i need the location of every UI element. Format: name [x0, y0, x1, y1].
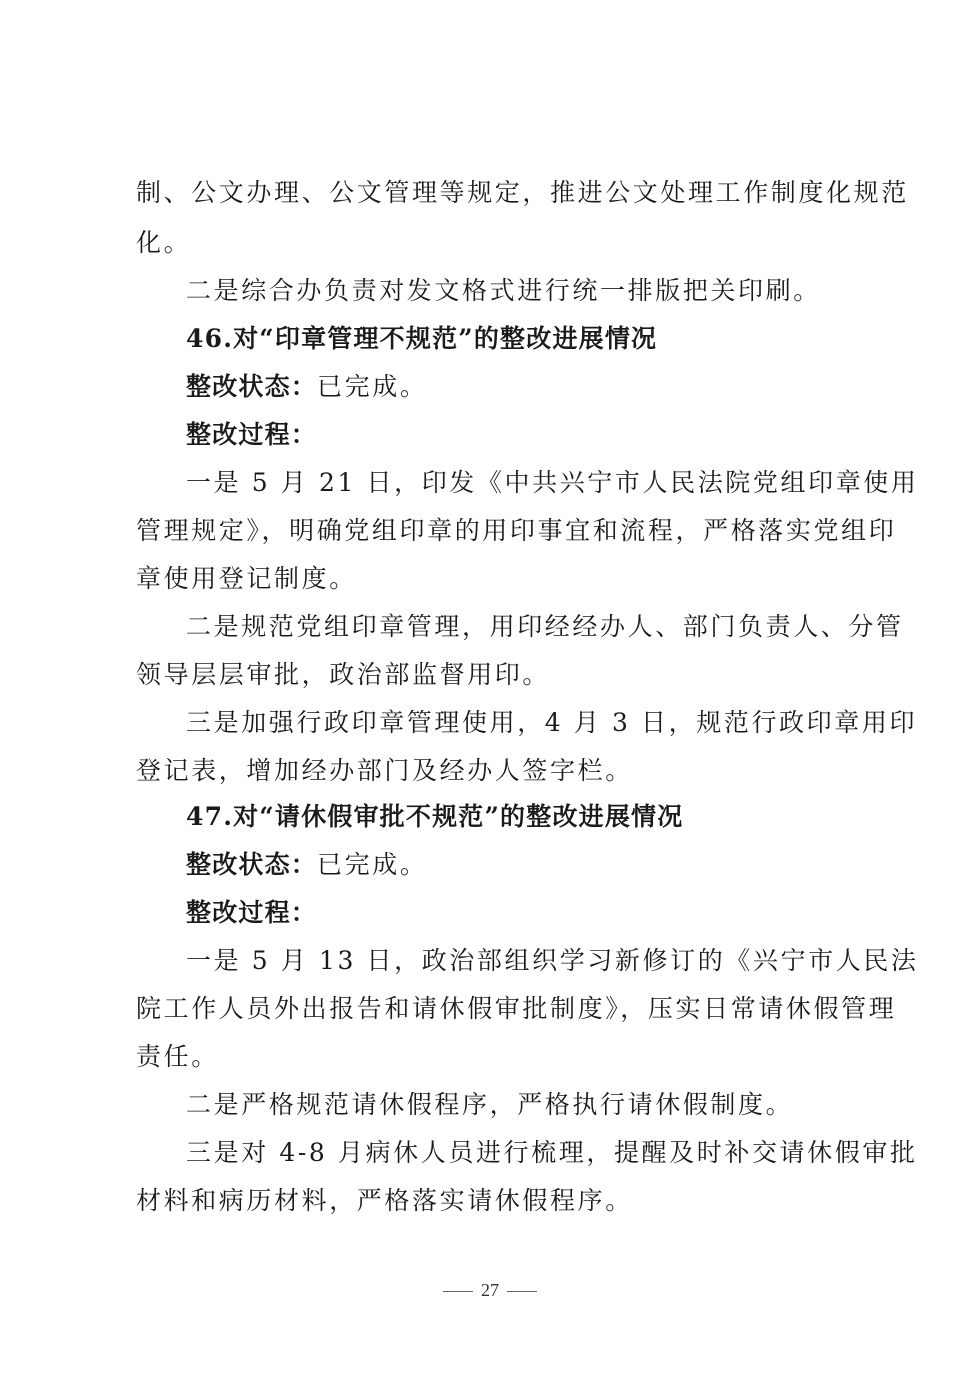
paragraph-line: 化。: [136, 228, 192, 257]
status-label: 整改状态：: [186, 850, 318, 879]
status-value: 已完成。: [317, 850, 428, 879]
page-number-dash-left: [443, 1291, 473, 1292]
page-number-value: 27: [481, 1280, 499, 1300]
process-label: 整改过程：: [186, 898, 318, 927]
paragraph-line: 一是 5 月 21 日，印发《中共兴宁市人民法院党组印章使用: [186, 468, 919, 497]
paragraph-line: 二是综合办负责对发文格式进行统一排版把关印刷。: [186, 276, 821, 305]
paragraph-line: 三是加强行政印章管理使用，4 月 3 日，规范行政印章用印: [186, 708, 918, 737]
paragraph-line: 二是规范党组印章管理，用印经经办人、部门负责人、分管: [186, 612, 904, 641]
page-number: [0, 1280, 980, 1301]
section-heading-47: 47.对“请休假审批不规范”的整改进展情况: [186, 802, 684, 831]
paragraph-line: 院工作人员外出报告和请休假审批制度》，压实日常请休假管理: [136, 994, 897, 1023]
paragraph-line: 材料和病历材料，严格落实请休假程序。: [136, 1186, 633, 1215]
paragraph-line: 章使用登记制度。: [136, 564, 357, 593]
page-number-dash-right: [507, 1291, 537, 1292]
paragraph-line: 制、公文办理、公文管理等规定，推进公文处理工作制度化规范: [136, 178, 909, 207]
status-value: 已完成。: [317, 372, 428, 401]
status-label: 整改状态：: [186, 372, 318, 401]
process-label: 整改过程：: [186, 420, 318, 449]
status-row: [186, 848, 860, 882]
paragraph-line: 领导层层审批，政治部监督用印。: [136, 660, 551, 689]
paragraph-line: 责任。: [136, 1042, 219, 1071]
paragraph-line: 管理规定》，明确党组印章的用印事宜和流程，严格落实党组印: [136, 516, 897, 545]
status-row: [186, 370, 860, 404]
paragraph-line: 登记表，增加经办部门及经办人签字栏。: [136, 756, 633, 785]
paragraph-line: 三是对 4-8 月病休人员进行梳理，提醒及时补交请休假审批: [186, 1138, 918, 1167]
paragraph-line: 二是严格规范请休假程序，严格执行请休假制度。: [186, 1090, 794, 1119]
paragraph-line: 一是 5 月 13 日，政治部组织学习新修订的《兴宁市人民法: [186, 946, 919, 975]
section-heading-46: 46.对“印章管理不规范”的整改进展情况: [186, 324, 658, 353]
